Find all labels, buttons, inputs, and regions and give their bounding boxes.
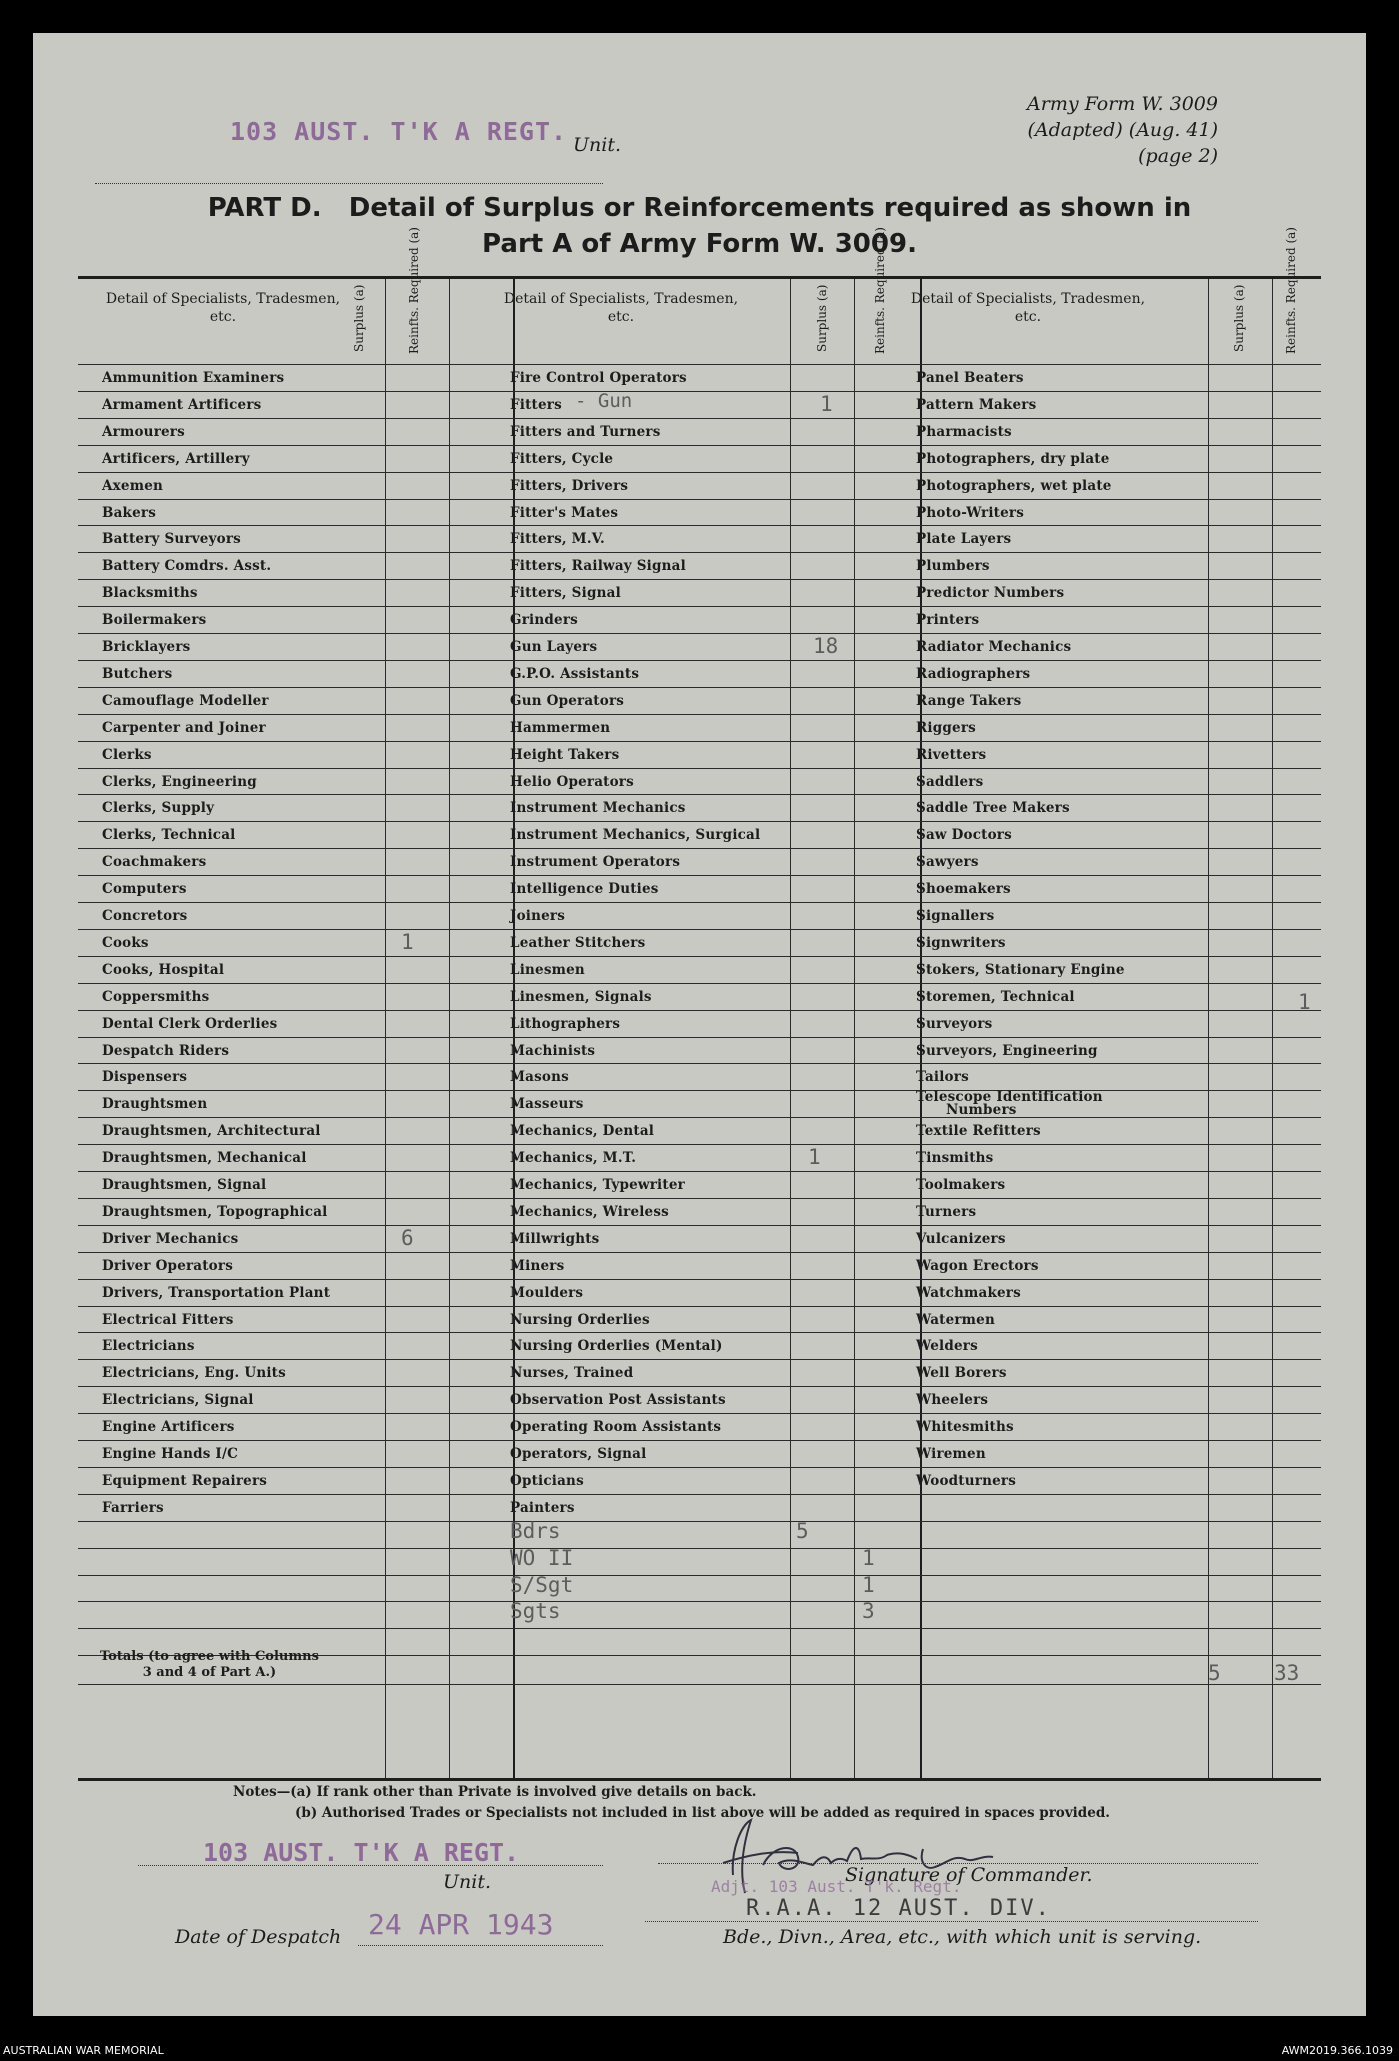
totals-reinf-value: 33 (1274, 1661, 1300, 1685)
trade-cell-col2: Fitters, Signal (510, 585, 621, 602)
trade-cell-col1: Despatch Riders (102, 1042, 230, 1059)
trade-cell-col1: Concretors (102, 908, 188, 924)
trade-cell-col2: Fitter's Mates (510, 504, 619, 521)
trade-cell-col3: Plate Layers (916, 531, 1012, 548)
table-row-rule (78, 579, 1321, 580)
typed-extra-reinf: 1 (862, 1572, 875, 1597)
typed-extra-label: Sgts (510, 1599, 561, 1624)
table-column-rule (790, 276, 791, 1781)
table-row-rule (78, 848, 1321, 849)
signature-of-commander-label: Signature of Commander. (845, 1864, 1093, 1886)
trade-cell-col1: Carpenter and Joiner (102, 719, 266, 736)
trade-cell-col1: Clerks (102, 746, 152, 763)
trade-cell-col3: Watermen (916, 1311, 995, 1328)
table-row-rule (78, 1684, 1321, 1685)
table-row-rule (78, 821, 1321, 822)
table-row-rule (78, 714, 1321, 715)
totals-surplus-value: 5 (1208, 1661, 1221, 1685)
table-row-rule (78, 875, 1321, 876)
table-row-rule (78, 1467, 1321, 1468)
form-title-line-1: PART D. Detail of Surplus or Reinforcements required as shown in (207, 193, 1192, 223)
trade-cell-col3-cont: Numbers (946, 1102, 1017, 1119)
trade-cell-col1: Butchers (102, 665, 173, 682)
trade-cell-col3: Photographers, dry plate (916, 450, 1110, 467)
trade-cell-col1: Coppersmiths (102, 988, 210, 1005)
totals-label-line-2: 3 and 4 of Part A.) (142, 1665, 277, 1680)
trade-cell-col2: Fitters, Drivers (510, 477, 629, 494)
unit-line-bottom (138, 1863, 603, 1866)
trade-cell-col3: Turners (916, 1203, 977, 1220)
serving-typed: R.A.A. 12 AUST. DIV. (746, 1896, 1051, 1921)
table-row-rule (78, 768, 1321, 769)
typed-extra-label: WO II (510, 1545, 574, 1570)
typed-extra-label: Bdrs (510, 1518, 561, 1543)
date-of-despatch-label: Date of Despatch (175, 1926, 342, 1948)
trade-cell-col2: Nursing Orderlies (Mental) (510, 1338, 723, 1355)
trade-cell-col3: Panel Beaters (916, 370, 1024, 386)
table-row-rule (78, 633, 1321, 634)
typed-extra-surplus: 5 (796, 1518, 809, 1543)
trade-cell-col1: Draughtsmen, Signal (102, 1177, 267, 1193)
table-row-rule (78, 1010, 1321, 1011)
table-row-rule (78, 1521, 1321, 1522)
trade-cell-col3: Plumbers (916, 558, 990, 575)
trade-cell-col2: Joiners (510, 908, 566, 924)
trade-cell-col1: Cooks (102, 934, 149, 951)
trade-cell-col3: Photo-Writers (916, 504, 1025, 521)
table-column-rule (854, 276, 855, 1781)
trade-cell-col2: Nurses, Trained (510, 1365, 634, 1382)
trade-cell-col2: Masons (510, 1069, 569, 1086)
trade-cell-col3: Signallers (916, 908, 995, 924)
table-row-rule (78, 472, 1321, 473)
serving-line (645, 1919, 1258, 1922)
trade-cell-col2: Nursing Orderlies (510, 1311, 650, 1328)
table-column-rule (1208, 276, 1209, 1781)
trade-cell-col1: Draughtsmen, Mechanical (102, 1150, 307, 1167)
trade-cell-col3: Woodturners (916, 1472, 1016, 1489)
trade-cell-col2: Opticians (510, 1472, 584, 1489)
typed-mechanics-mt-reinf: 1 (808, 1145, 821, 1170)
trade-cell-col3: Predictor Numbers (916, 585, 1065, 602)
table-row-rule (78, 606, 1321, 607)
trade-cell-col3: Sawyers (916, 854, 979, 871)
table-row-rule (78, 552, 1321, 553)
trade-cell-col1: Electricians (102, 1338, 195, 1355)
trade-cell-col3: Saddlers (916, 773, 984, 790)
credit-right: AWM2019.366.1039 (1281, 2044, 1393, 2057)
trade-cell-col1: Battery Comdrs. Asst. (102, 558, 272, 575)
trade-cell-col1: Clerks, Technical (102, 827, 236, 844)
trade-cell-col3: Storemen, Technical (916, 988, 1075, 1005)
trade-cell-col2: Fire Control Operators (510, 370, 687, 386)
table-row-rule (78, 1063, 1321, 1064)
trade-cell-col1: Computers (102, 881, 187, 898)
trade-cell-col1: Clerks, Engineering (102, 773, 257, 790)
trade-cell-col3: Toolmakers (916, 1177, 1006, 1193)
typed-cooks-reinf: 1 (401, 929, 414, 954)
form-page (33, 33, 1366, 2016)
trade-cell-col1: Draughtsmen, Architectural (102, 1123, 321, 1140)
trade-cell-col2: G.P.O. Assistants (510, 665, 640, 682)
trade-cell-col1: Equipment Repairers (102, 1472, 268, 1489)
trade-cell-col3: Textile Refitters (916, 1123, 1041, 1140)
trade-cell-col2: Lithographers (510, 1015, 621, 1032)
typed-fitters-suffix: - Gun (575, 389, 633, 412)
trade-cell-col3: Signwriters (916, 934, 1006, 951)
totals-label (100, 1649, 319, 1681)
table-row-rule (78, 660, 1321, 661)
table-row-rule (78, 687, 1321, 688)
trade-cell-col3: Surveyors, Engineering (916, 1042, 1098, 1059)
trade-cell-col1: Clerks, Supply (102, 800, 215, 817)
trade-cell-col1: Electrical Fitters (102, 1311, 234, 1328)
serving-label: Bde., Divn., Area, etc., with which unit is serving. (723, 1926, 1202, 1948)
adjt-stamp: Adjt. 103 Aust. T'k. Regt. (711, 1877, 962, 1896)
table-row-rule (78, 1601, 1321, 1602)
trade-cell-col2: Height Takers (510, 746, 620, 763)
trade-cell-col3: Watchmakers (916, 1284, 1021, 1301)
table-row-rule (78, 1413, 1321, 1414)
table-row-rule (78, 741, 1321, 742)
trade-cell-col1: Driver Operators (102, 1257, 233, 1274)
form-ref-line-1: Army Form W. 3009 (1027, 93, 1218, 115)
trade-cell-col3: Pharmacists (916, 423, 1012, 440)
table-row-rule (78, 1198, 1321, 1199)
trade-cell-col2: Instrument Mechanics, Surgical (510, 827, 761, 844)
trade-cell-col2: Operating Room Assistants (510, 1419, 722, 1436)
trade-cell-col2: Helio Operators (510, 773, 634, 790)
table-row-rule (78, 418, 1321, 419)
typed-extra-label: S/Sgt (510, 1572, 574, 1597)
table-row-rule (78, 364, 1321, 365)
trade-cell-col3: Radiator Mechanics (916, 639, 1072, 655)
col-header-trade-3: Detail of Specialists, Tradesmen, etc. (910, 291, 1146, 325)
trade-cell-col3: Whitesmiths (916, 1419, 1014, 1436)
form-reference (1027, 91, 1218, 169)
col-header-trade-2: Detail of Specialists, Tradesmen, etc. (503, 291, 739, 325)
trade-cell-col2: Linesmen (510, 961, 585, 978)
trade-cell-col2: Mechanics, M.T. (510, 1150, 637, 1167)
table-row-rule (78, 1171, 1321, 1172)
table-row-rule (78, 1628, 1321, 1629)
col-header-reinf-3: Reinfts. Required (a) (1284, 227, 1298, 354)
trade-cell-col2: Fitters, M.V. (510, 531, 605, 548)
trade-cell-col2: Mechanics, Dental (510, 1123, 655, 1140)
table-row-rule (78, 1494, 1321, 1495)
table-row-rule (78, 929, 1321, 930)
trade-cell-col3: Tinsmiths (916, 1150, 994, 1167)
table-row-rule (78, 391, 1321, 392)
trade-cell-col2: Gun Layers (510, 639, 598, 655)
date-line (358, 1943, 603, 1946)
trade-cell-col1: Camouflage Modeller (102, 692, 269, 709)
trade-cell-col2: Mechanics, Typewriter (510, 1177, 685, 1193)
trade-cell-col1: Armourers (102, 423, 185, 440)
trade-cell-col3: Rivetters (916, 746, 987, 763)
trade-cell-col1: Cooks, Hospital (102, 961, 225, 978)
trade-cell-col2: Leather Stitchers (510, 934, 646, 951)
trade-cell-col2: Painters (510, 1499, 575, 1516)
table-row-rule (78, 1778, 1321, 1781)
table-row-rule (78, 499, 1321, 500)
date-stamp: 24 APR 1943 (368, 1908, 554, 1941)
trade-cell-col1: Coachmakers (102, 854, 207, 871)
trade-cell-col1: Engine Hands I/C (102, 1446, 239, 1462)
table-row-rule (78, 1575, 1321, 1576)
unit-label-top: Unit. (573, 134, 622, 156)
trade-cell-col3: Tailors (916, 1069, 969, 1086)
typed-fitters-reinf: 1 (820, 391, 833, 416)
trade-cell-col3: Range Takers (916, 692, 1022, 709)
trade-cell-col3: Vulcanizers (916, 1230, 1006, 1247)
table-column-rule (385, 276, 386, 1781)
trade-cell-col2: Moulders (510, 1284, 584, 1301)
trade-cell-col2: Machinists (510, 1042, 596, 1059)
table-row-rule (78, 1037, 1321, 1038)
table-row-rule (78, 276, 1321, 279)
trade-cell-col2: Gun Operators (510, 692, 625, 709)
trade-cell-col2: Instrument Operators (510, 854, 681, 871)
unit-line-top (95, 161, 603, 184)
table-row-rule (78, 956, 1321, 957)
col-header-trade-1: Detail of Specialists, Tradesmen, etc. (105, 291, 341, 325)
table-row-rule (78, 902, 1321, 903)
trade-cell-col3: Shoemakers (916, 881, 1011, 898)
trade-cell-col2: Instrument Mechanics (510, 800, 686, 817)
form-ref-line-2: (Adapted) (Aug. 41) (1027, 119, 1218, 141)
trade-cell-col1: Draughtsmen, Topographical (102, 1203, 328, 1220)
table-column-rule (1272, 276, 1273, 1781)
table-row-rule (78, 1306, 1321, 1307)
table-row-rule (78, 983, 1321, 984)
trade-cell-col3: Wiremen (916, 1446, 986, 1462)
trade-cell-col2: Observation Post Assistants (510, 1392, 726, 1409)
trade-cell-col1: Dental Clerk Orderlies (102, 1015, 278, 1032)
table-row-rule (78, 1252, 1321, 1253)
table-row-rule (78, 1332, 1321, 1333)
col-header-surplus-1: Surplus (a) (352, 284, 366, 352)
trade-cell-col1: Engine Artificers (102, 1419, 235, 1436)
table-row-rule (78, 794, 1321, 795)
trade-cell-col2: Fitters, Railway Signal (510, 558, 686, 575)
trade-cell-col3: Wheelers (916, 1392, 989, 1409)
trade-cell-col2: Hammermen (510, 719, 611, 736)
trade-cell-col3: Telescope Identification (916, 1089, 1103, 1106)
unit-stamp-bottom: 103 AUST. T'K A REGT. (203, 1838, 520, 1867)
table-row-rule (78, 445, 1321, 446)
unit-stamp-top: 103 AUST. T'K A REGT. (230, 117, 568, 146)
trade-cell-col1: Dispensers (102, 1069, 188, 1086)
col-header-reinf-2: Reinfts. Required (a) (873, 227, 887, 354)
trade-cell-col3: Wagon Erectors (916, 1257, 1039, 1274)
col-header-surplus-2: Surplus (a) (815, 284, 829, 352)
trade-cell-col1: Axemen (102, 477, 164, 494)
typed-driver-mechanics-reinf: 6 (401, 1225, 414, 1250)
typed-storemen-technical-reinf: 1 (1298, 989, 1311, 1014)
trade-cell-col1: Ammunition Examiners (102, 370, 285, 386)
unit-label-bottom: Unit. (443, 1871, 492, 1893)
trade-cell-col2: Grinders (510, 612, 578, 629)
table-row-rule (78, 1440, 1321, 1441)
note-b: (b) Authorised Trades or Specialists not included in list above will be added as required in spaces provided. (295, 1805, 1110, 1821)
trade-cell-col3: Printers (916, 612, 980, 629)
table-row-rule (78, 1279, 1321, 1280)
table-row-rule (78, 525, 1321, 526)
trade-cell-col1: Electricians, Eng. Units (102, 1365, 286, 1382)
col-header-reinf-1: Reinfts. Required (a) (407, 227, 421, 354)
table-row-rule (78, 1386, 1321, 1387)
trade-cell-col3: Saw Doctors (916, 827, 1012, 844)
trade-cell-col2: Operators, Signal (510, 1446, 647, 1462)
table-row-rule (78, 1090, 1321, 1091)
table-row-rule (78, 1144, 1321, 1145)
trade-cell-col2: Linesmen, Signals (510, 988, 652, 1005)
col-header-surplus-3: Surplus (a) (1232, 284, 1246, 352)
trade-cell-col1: Drivers, Transportation Plant (102, 1284, 331, 1301)
trade-cell-col1: Electricians, Signal (102, 1392, 254, 1409)
table-row-rule (78, 1225, 1321, 1226)
form-ref-line-3: (page 2) (1138, 145, 1218, 167)
trade-cell-col3: Well Borers (916, 1365, 1007, 1382)
trade-cell-col3: Surveyors (916, 1015, 993, 1032)
trade-cell-col1: Draughtsmen (102, 1096, 208, 1113)
trade-cell-col1: Blacksmiths (102, 585, 198, 602)
trade-cell-col1: Bricklayers (102, 639, 191, 655)
trade-cell-col1: Driver Mechanics (102, 1230, 239, 1247)
trade-cell-col2: Fitters and Turners (510, 423, 661, 440)
trade-cell-col2: Mechanics, Wireless (510, 1203, 669, 1220)
credit-left: AUSTRALIAN WAR MEMORIAL (3, 2044, 164, 2057)
table-row-rule (78, 1359, 1321, 1360)
trade-cell-col3: Pattern Makers (916, 396, 1037, 413)
trade-cell-col3: Radiographers (916, 665, 1031, 682)
typed-extra-reinf: 3 (862, 1599, 875, 1624)
typed-gun-layers-reinf: 18 (813, 634, 839, 658)
typed-extra-reinf: 1 (862, 1545, 875, 1570)
trade-cell-col1: Farriers (102, 1499, 164, 1516)
trade-cell-col2: Millwrights (510, 1230, 600, 1247)
trade-cell-col1: Boilermakers (102, 612, 207, 629)
table-row-rule (78, 1117, 1321, 1118)
trade-cell-col2: Intelligence Duties (510, 881, 659, 898)
trade-cell-col3: Welders (916, 1338, 978, 1355)
trade-cell-col2: Fitters (510, 396, 562, 413)
trade-cell-col2: Miners (510, 1257, 565, 1274)
trade-cell-col1: Bakers (102, 504, 157, 521)
trade-cell-col2: Fitters, Cycle (510, 450, 614, 467)
form-title-line-2: Part A of Army Form W. 3009. (482, 229, 917, 259)
totals-label-line-1: Totals (to agree with Columns (100, 1649, 319, 1664)
trade-cell-col1: Artificers, Artillery (102, 450, 250, 467)
trade-cell-col3: Riggers (916, 719, 976, 736)
trade-cell-col3: Photographers, wet plate (916, 477, 1112, 494)
trade-cell-col1: Battery Surveyors (102, 531, 241, 548)
trade-cell-col1: Armament Artificers (102, 396, 262, 413)
trade-cell-col3: Saddle Tree Makers (916, 800, 1070, 817)
note-a: Notes—(a) If rank other than Private is involved give details on back. (233, 1784, 757, 1800)
table-row-rule (78, 1548, 1321, 1549)
table-column-rule (449, 276, 450, 1781)
trade-cell-col2: Masseurs (510, 1096, 584, 1113)
trade-cell-col3: Stokers, Stationary Engine (916, 961, 1125, 978)
